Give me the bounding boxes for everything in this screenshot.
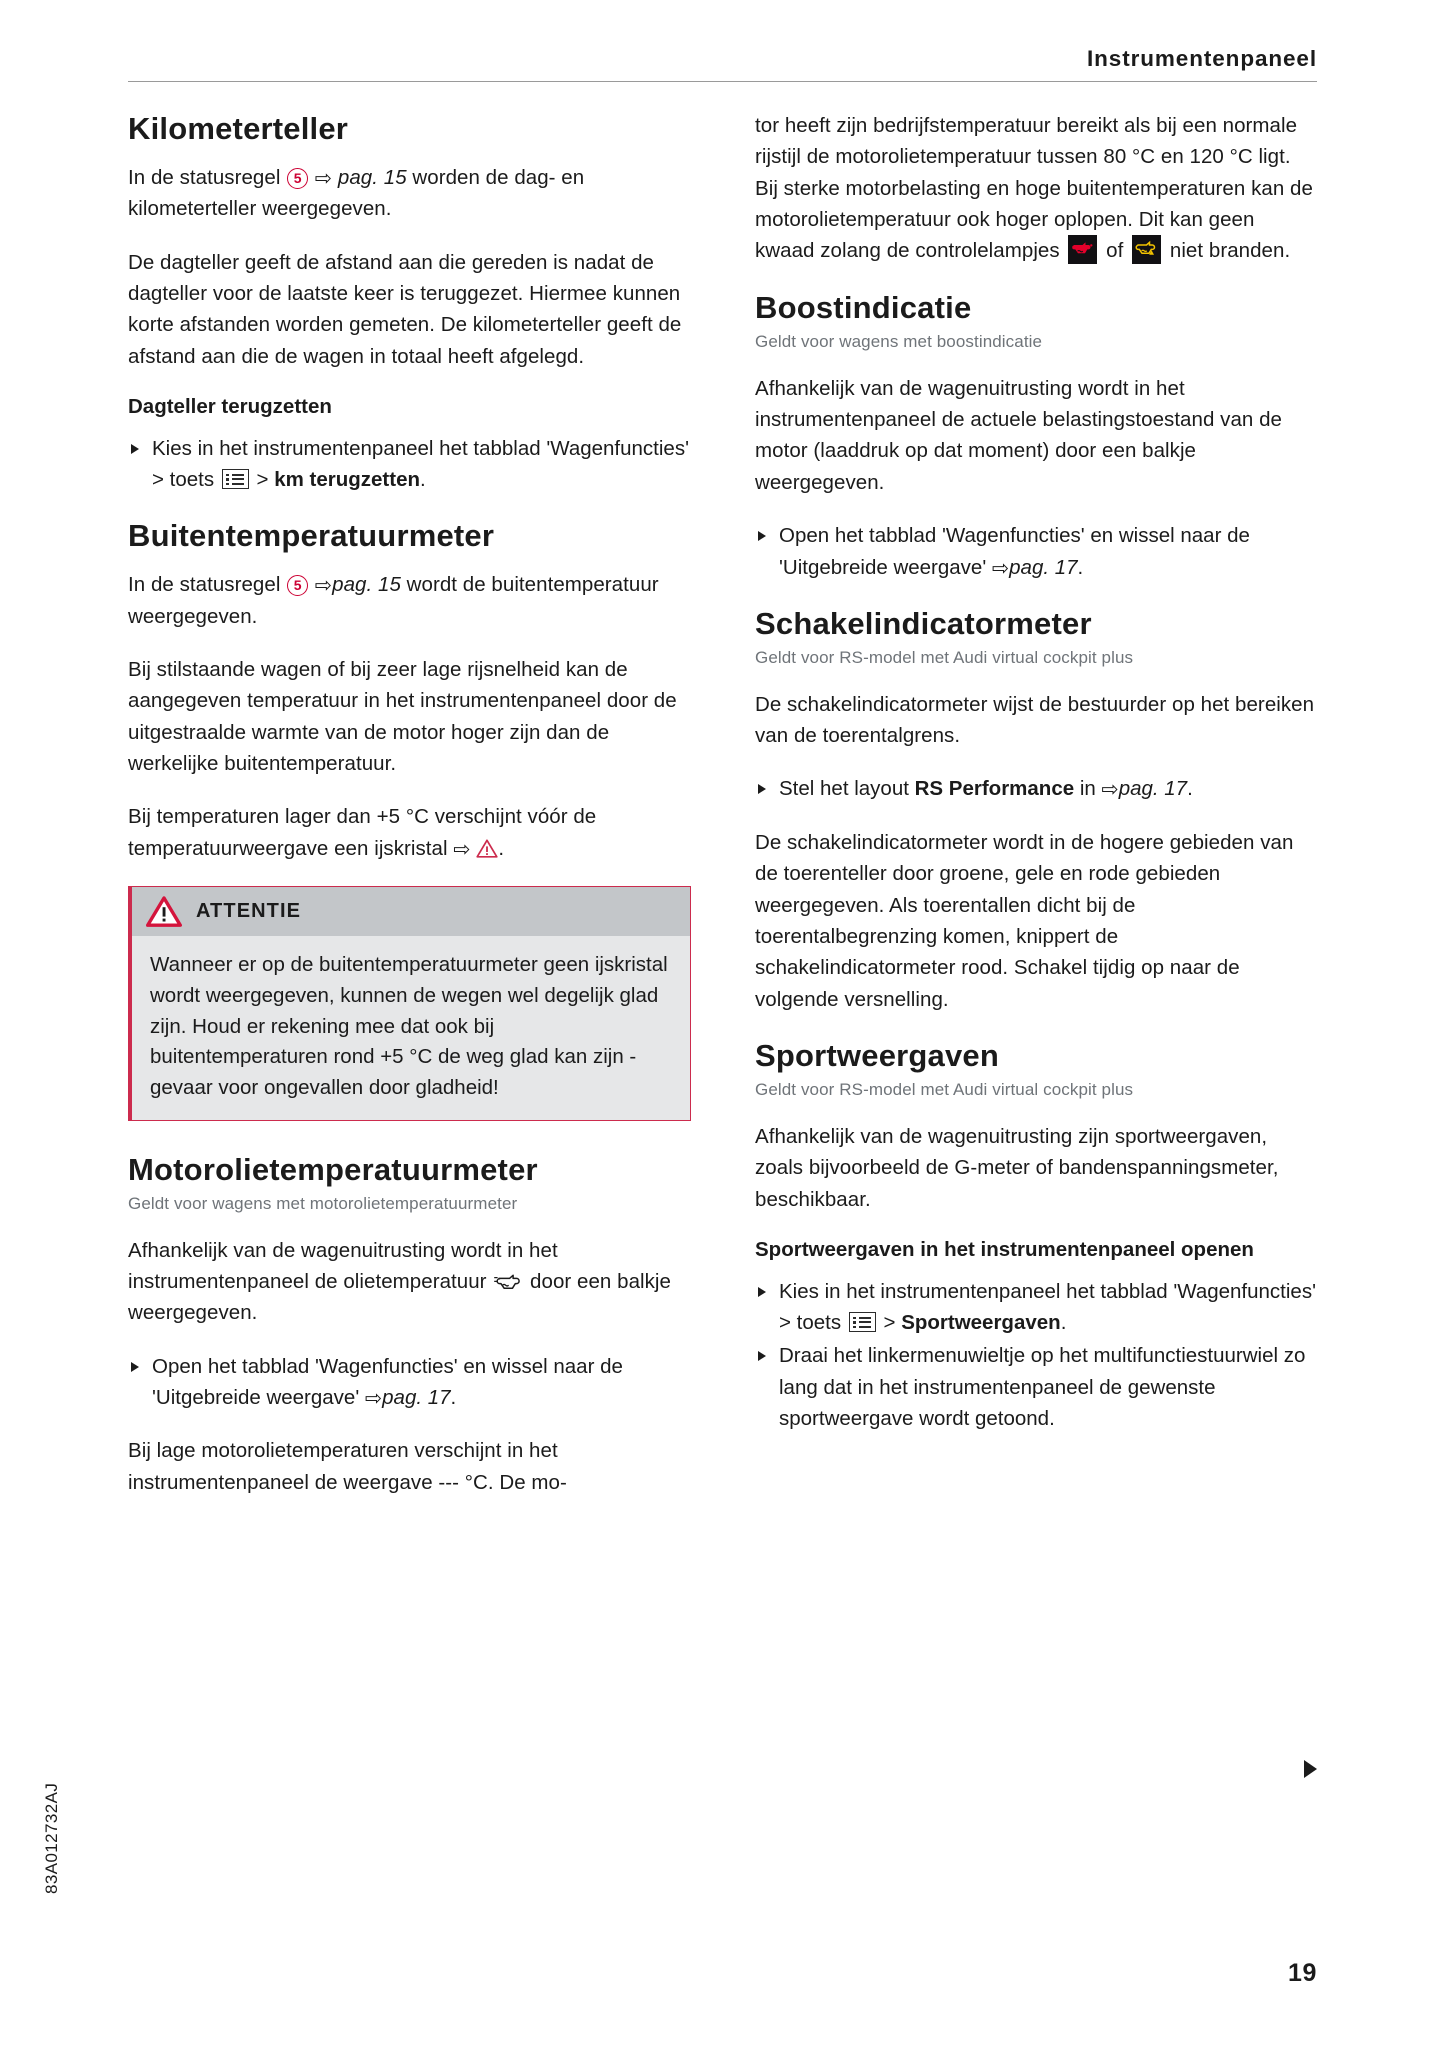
list-item [755,773,1318,804]
warning-triangle-icon [476,839,498,858]
text-fragment: Kies in het instrumentenpaneel het tabblad 'Wagenfuncties' > toets [152,436,689,491]
attention-box-body: Wanneer er op de buitentemperatuurmeter geen ijskristal wordt weergegeven, kunnen de wegen wel degelijk glad zijn. Houd er rekening mee dat ook bij buitentemperaturen rond +5 °C de weg glad kan zijn - gevaar voor ongevallen door gladheid! [150,953,668,1100]
heading-schakelindicatormeter: Schakelindicatormeter [755,605,1092,641]
bullet-triangle-icon [758,531,766,541]
status-line-callout-5: 5 [287,168,308,189]
subtitle-boostindicatie: Geldt voor wagens met boostindicatie [755,331,1043,351]
cross-reference [992,556,1078,579]
paragraph-motorolie-2: Bij lage motorolietemperaturen verschijnt in het instrumentenpaneel de weergave --- °C. De mo- [128,1439,567,1494]
text-fragment: > [877,1310,902,1334]
cross-reference [1102,777,1188,800]
xref-arrow-icon: ⇨ [314,574,333,598]
list-item [128,433,691,496]
text-fragment: . [450,1386,457,1410]
header-rule [128,81,1317,82]
heading-sportweergaven: Sportweergaven [755,1038,999,1073]
heading-boostindicatie: Boostindicatie [755,289,972,325]
right-column [755,110,1318,1498]
menu-list-icon [849,1312,876,1332]
cross-reference [315,573,401,596]
text-fragment: Draai het linkermenuwieltje op het multifunctiestuurwiel zo lang dat in het instrumentenpaneel de gewenste sportweergave wordt getoond. [779,1344,1306,1431]
paragraph-buitentemp-3 [128,801,691,864]
running-header-title: Instrumentenpaneel [1087,46,1317,71]
text-fragment: in [1074,777,1102,801]
text-fragment: Open het tabblad 'Wagenfuncties' en wissel naar de 'Uitgebreide weergave' [152,1354,623,1410]
attention-box [128,886,691,1121]
running-header [128,46,1317,82]
text-fragment: of [1100,239,1130,263]
bullet-triangle-icon [758,1287,766,1297]
paragraph-kilometerteller-1 [128,162,691,225]
text-fragment: door een balkje weergegeven. [128,1270,671,1325]
page-number: 19 [1287,1959,1317,1987]
list-item [755,1340,1318,1434]
subheading-sportweergaven-openen: Sportweergaven in het instrumentenpaneel openen [755,1237,1254,1261]
text-fragment: > [250,467,275,491]
list-item [755,520,1318,583]
xref-arrow-icon: ⇨ [453,837,471,861]
text-fragment: Stel het layout [779,777,915,801]
document-code: 83A012732AJ [42,1782,61,1894]
continuation-arrow-icon [1304,1760,1317,1778]
two-column-body [128,110,1318,1498]
paragraph-sportweergaven-1: Afhankelijk van de wagenuitrusting zijn sportweergaven, zoals bijvoorbeeld de G-meter of bandenspanningsmeter, beschikbaar. [755,1124,1279,1211]
xref-arrow-icon: ⇨ [314,166,333,190]
text-fragment: tor heeft zijn bedrijfstemperatuur bereikt als bij een normale rijstijl de motorolietemperatuur tussen 80 °C en 120 °C ligt. Bij sterke motorbelasting en hoge buitentemperaturen kan de motorolietemperatuur ook hoger oplopen. Dit kan geen kwaad zolang de controlelampjes [755,114,1313,263]
xref-label: pag. 15 [332,573,401,597]
text-fragment: . [498,836,505,860]
paragraph-schakelindicator-2: De schakelindicatormeter wordt in de hogere gebieden van de toerenteller door groene, gele en rode gebieden weergegeven. Als toerentallen dicht bij de toerentalbegrenzing komen, knippert de schakelindicatormeter rood. Schakel tijdig op naar de volgende versnelling. [755,830,1294,1011]
bullet-list-motorolie [128,1351,691,1414]
bullet-list-boostindicatie [755,520,1318,583]
paragraph-motorolie-1 [128,1235,691,1329]
text-fragment: Open het tabblad 'Wagenfuncties' en wissel naar de 'Uitgebreide weergave' [779,524,1250,579]
paragraph-buitentemp-1 [128,569,691,632]
cross-reference [365,1386,451,1409]
paragraph-boostindicatie-1: Afhankelijk van de wagenuitrusting wordt in het instrumentenpaneel de actuele belastingstoestand van de motor (laaddruk op dat moment) door een balkje weergegeven. [755,376,1283,494]
text-fragment: Kies in het instrumentenpaneel het tabblad 'Wagenfuncties' > toets [779,1279,1316,1334]
layout-name-bold: RS Performance [914,777,1075,801]
oil-level-warning-lamp-yellow [1132,235,1161,264]
text-fragment: . [1187,777,1193,801]
menu-list-icon [222,469,249,489]
left-column [128,110,691,1498]
attention-box-label: ATTENTIE [196,900,302,923]
subheading-dagteller-terugzetten: Dagteller terugzetten [128,394,332,418]
heading-buitentemperatuurmeter: Buitentemperatuurmeter [128,518,495,554]
heading-motorolietemperatuurmeter: Motorolietemperatuurmeter [128,1151,538,1187]
bullet-triangle-icon [131,1362,139,1372]
bullet-list-schakelindicator [755,773,1318,804]
oil-pressure-warning-lamp-red [1068,235,1097,264]
attention-box-header [132,887,690,936]
bullet-triangle-icon [758,784,766,794]
bullet-triangle-icon [758,1351,766,1361]
oil-temperature-icon [493,1272,523,1291]
subtitle-schakelindicatormeter: Geldt voor RS-model met Audi virtual cockpit plus [755,647,1134,667]
subtitle-motorolietemperatuurmeter: Geldt voor wagens met motorolietemperatuurmeter [128,1193,518,1213]
text-fragment: niet branden. [1164,239,1291,263]
list-item [755,1276,1318,1339]
xref-label: pag. 17 [382,1386,451,1410]
text-fragment: Bij temperaturen lager dan +5 °C verschijnt vóór de temperatuurweergave een ijskristal [128,805,597,860]
bullet-list-dagteller [128,433,691,496]
paragraph-continued-from-left [755,110,1318,267]
status-line-callout-5: 5 [287,575,308,596]
text-fragment: wordt de buitentemperatuur weergegeven. [128,573,659,628]
text-fragment: . [1077,555,1084,579]
text-fragment: worden de dag- en kilometerteller weergegeven. [128,165,585,221]
xref-label: pag. 15 [337,165,407,189]
cross-reference [453,837,498,860]
paragraph-schakelindicator-1: De schakelindicatormeter wijst de bestuurder op het bereiken van de toerentalgrens. [755,692,1315,748]
menu-path-bold: Sportweergaven [901,1310,1061,1334]
bullet-list-sportweergaven [755,1276,1318,1435]
paragraph-buitentemp-2: Bij stilstaande wagen of bij zeer lage rijsnelheid kan de aangegeven temperatuur in het instrumentenpaneel door de uitgestraalde warmte van de motor hoger zijn dan de werkelijke buitentemperatuur. [128,657,677,775]
xref-label: pag. 17 [1118,777,1188,801]
subtitle-sportweergaven: Geldt voor RS-model met Audi virtual cockpit plus [755,1079,1134,1099]
text-fragment: In de statusregel [128,165,287,189]
bullet-triangle-icon [131,444,139,454]
text-fragment: . [420,467,426,491]
text-fragment: Afhankelijk van de wagenuitrusting wordt in het instrumentenpaneel de olietemperatuur [128,1238,558,1294]
cross-reference [315,166,407,189]
xref-label: pag. 17 [1009,555,1078,579]
menu-path-bold: km terugzetten [274,467,420,491]
text-fragment: . [1060,1310,1067,1334]
xref-arrow-icon: ⇨ [991,556,1010,580]
heading-kilometerteller: Kilometerteller [128,111,349,146]
text-fragment: In de statusregel [128,573,287,597]
xref-arrow-icon: ⇨ [1101,778,1119,802]
xref-arrow-icon: ⇨ [364,1387,383,1411]
list-item [128,1351,691,1414]
warning-triangle-icon [146,896,182,927]
paragraph-kilometerteller-2: De dagteller geeft de afstand aan die gereden is nadat de dagteller voor de laatste keer is teruggezet. Hiermee kunnen korte afstanden worden gemeten. De kilometerteller geeft de afstand aan die de wagen in totaal heeft afgelegd. [128,250,682,368]
